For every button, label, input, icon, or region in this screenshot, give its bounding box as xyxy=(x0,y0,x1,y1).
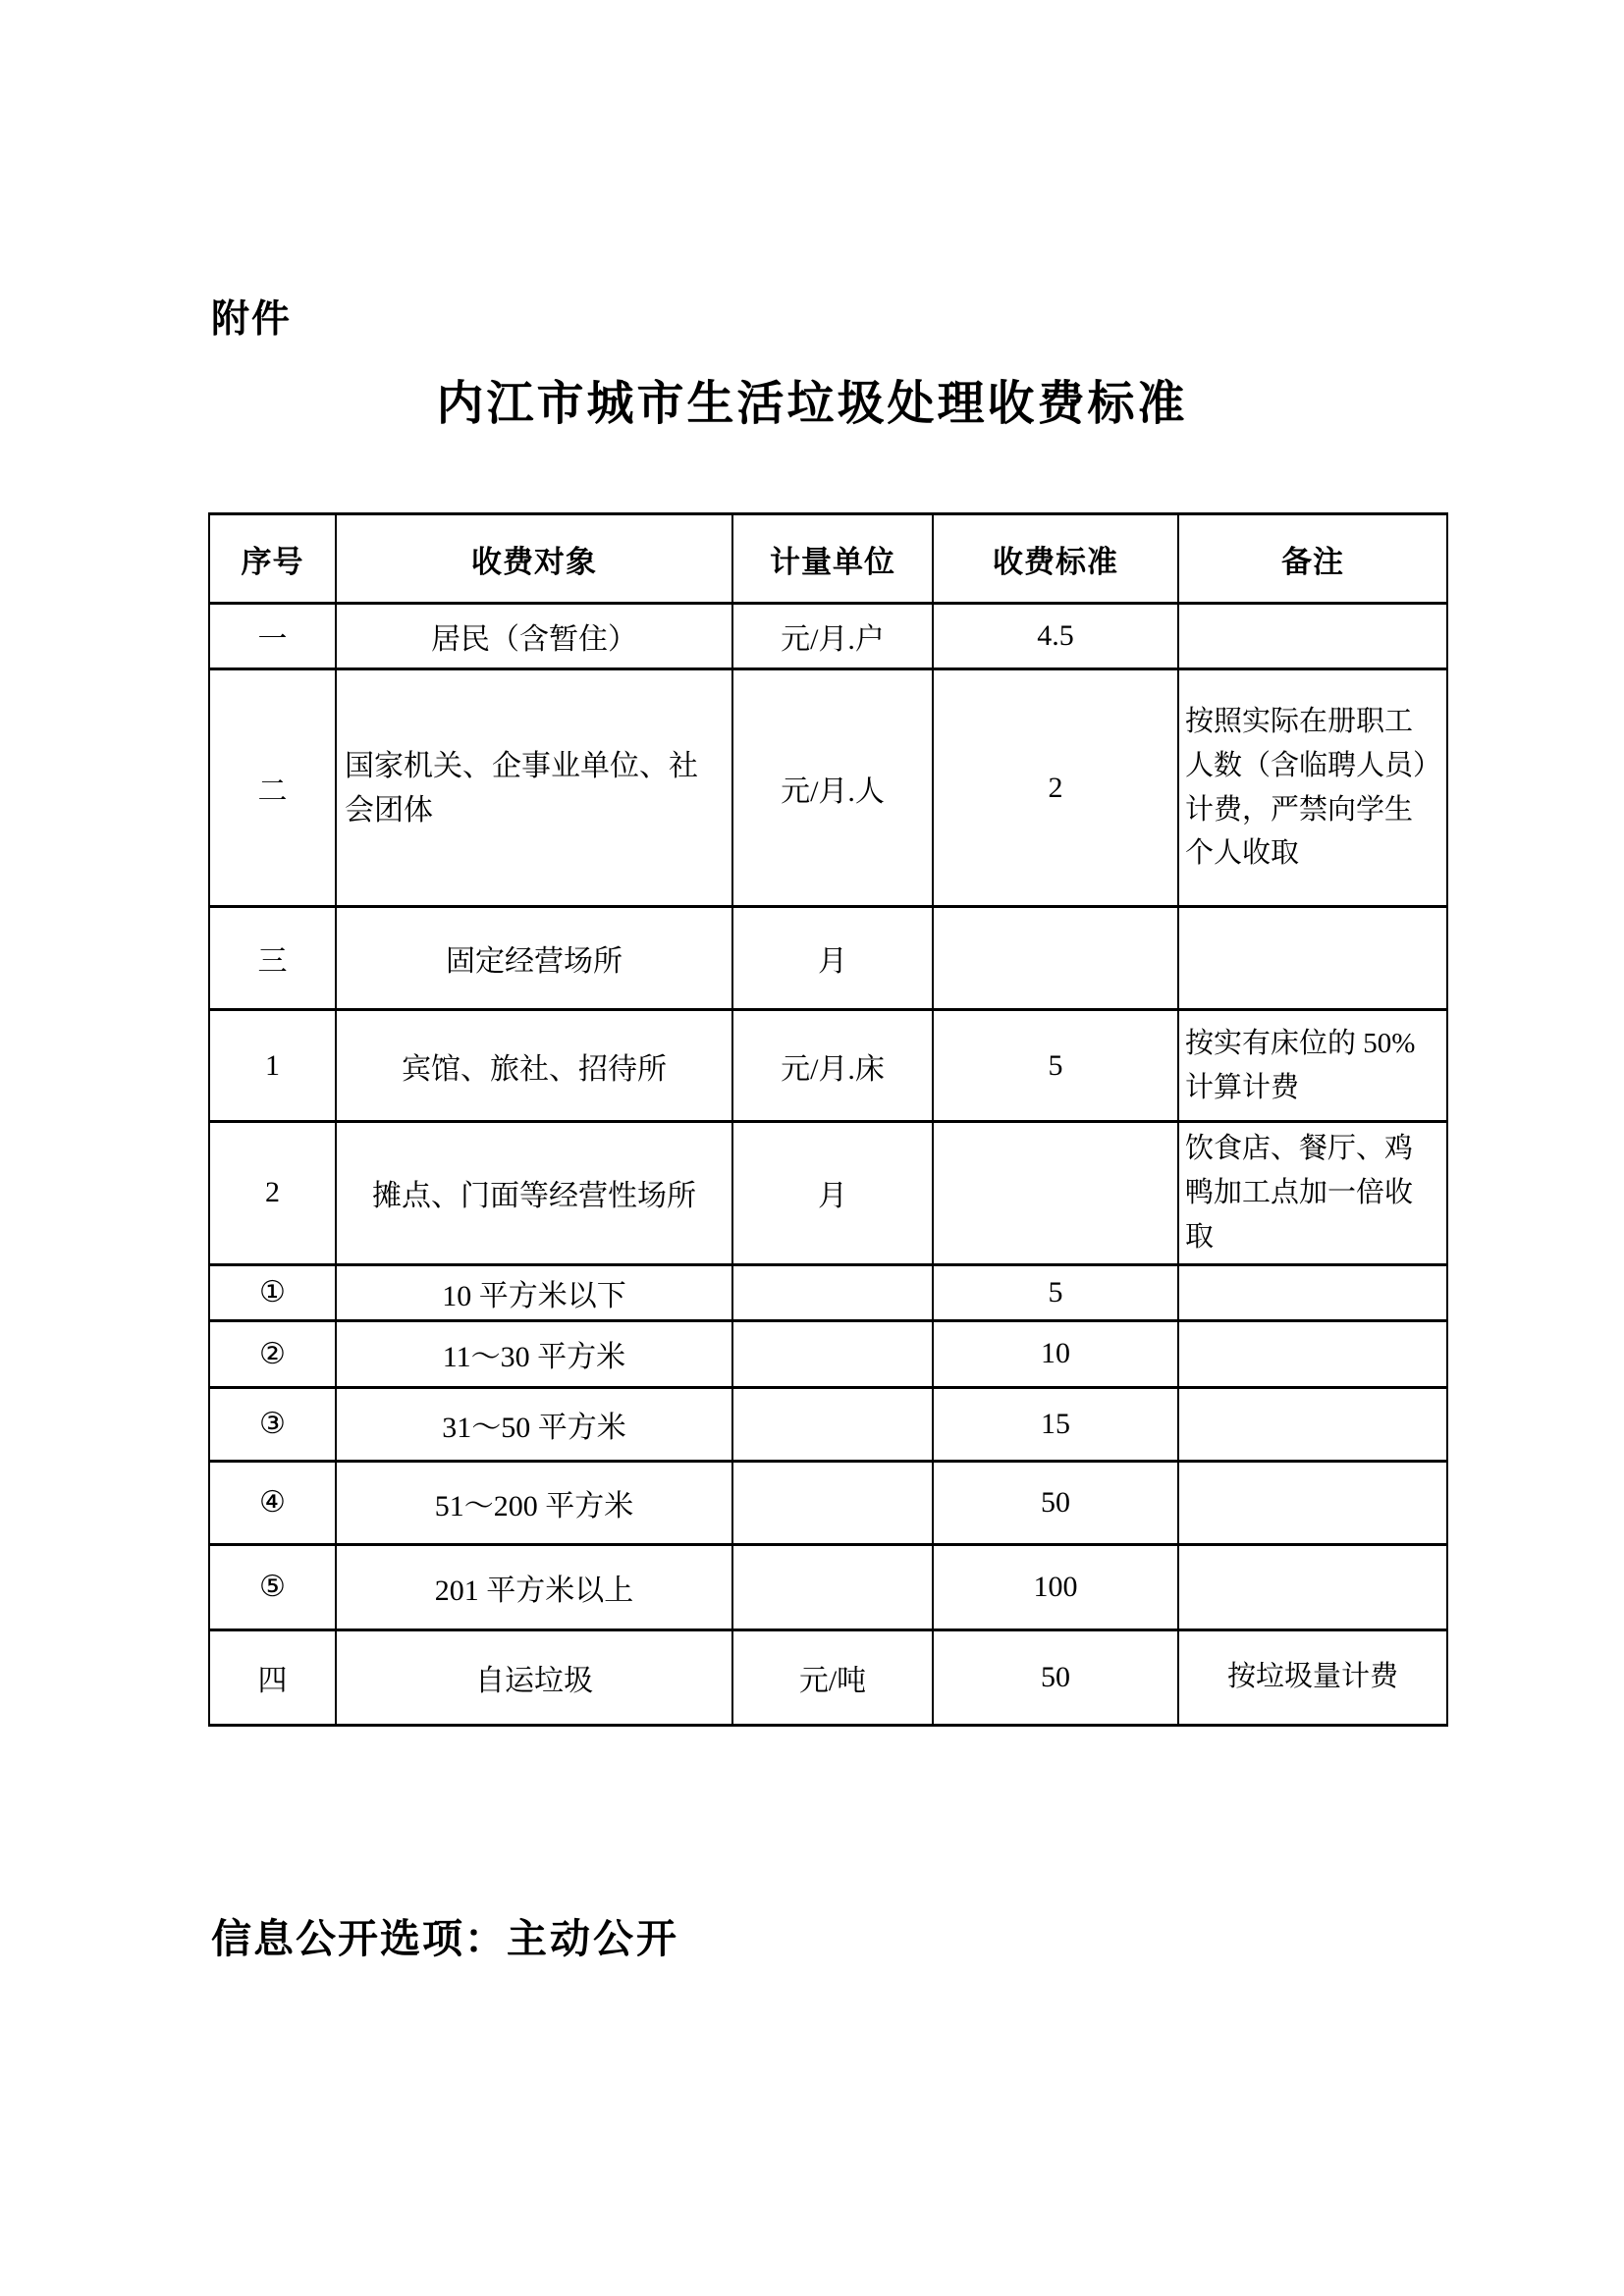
cell-remark xyxy=(1178,1544,1447,1629)
cell-fee: 5 xyxy=(933,1010,1178,1122)
cell-remark: 按照实际在册职工人数（含临聘人员）计费，严禁向学生个人收取 xyxy=(1178,669,1447,907)
fee-standard-table xyxy=(208,512,1448,1727)
cell-no: 四 xyxy=(209,1629,336,1725)
cell-fee xyxy=(933,1122,1178,1265)
cell-no: 2 xyxy=(209,1122,336,1265)
cell-remark xyxy=(1178,604,1447,669)
header-unit: 计量单位 xyxy=(732,514,933,604)
cell-no: ④ xyxy=(209,1461,336,1544)
cell-fee xyxy=(933,907,1178,1010)
cell-unit: 元/吨 xyxy=(732,1629,933,1725)
cell-no: 三 xyxy=(209,907,336,1010)
cell-target: 居民（含暂住） xyxy=(336,604,732,669)
cell-unit xyxy=(732,1264,933,1320)
cell-remark xyxy=(1178,1264,1447,1320)
cell-remark: 按垃圾量计费 xyxy=(1178,1629,1447,1725)
cell-target: 51～200 平方米 xyxy=(336,1461,732,1544)
cell-no: 1 xyxy=(209,1010,336,1122)
cell-fee: 2 xyxy=(933,669,1178,907)
table-row xyxy=(209,604,1447,669)
cell-unit: 元/月.床 xyxy=(732,1010,933,1122)
document-title: 内江市城市生活垃圾处理收费标准 xyxy=(436,378,1188,430)
attachment-label: 附件 xyxy=(211,298,293,341)
cell-remark: 按实有床位的 50%计算计费 xyxy=(1178,1010,1447,1122)
cell-remark xyxy=(1178,907,1447,1010)
table-row xyxy=(209,1320,1447,1387)
table-row xyxy=(209,1387,1447,1461)
cell-fee: 4.5 xyxy=(933,604,1178,669)
table-row xyxy=(209,1629,1447,1725)
table-row xyxy=(209,1010,1447,1122)
cell-remark xyxy=(1178,1387,1447,1461)
cell-fee: 10 xyxy=(933,1320,1178,1387)
cell-unit: 月 xyxy=(732,907,933,1010)
cell-no: ① xyxy=(209,1264,336,1320)
table-row xyxy=(209,1544,1447,1629)
cell-unit xyxy=(732,1387,933,1461)
fee-table-body xyxy=(209,604,1447,1726)
header-remark: 备注 xyxy=(1178,514,1447,604)
cell-fee: 50 xyxy=(933,1629,1178,1725)
cell-no: 一 xyxy=(209,604,336,669)
cell-fee: 15 xyxy=(933,1387,1178,1461)
cell-unit: 月 xyxy=(732,1122,933,1265)
cell-remark: 饮食店、餐厅、鸡鸭加工点加一倍收取 xyxy=(1178,1122,1447,1265)
disclosure-value: 主动公开 xyxy=(507,1916,679,1961)
cell-target: 国家机关、企事业单位、社会团体 xyxy=(336,669,732,907)
cell-target: 摊点、门面等经营性场所 xyxy=(336,1122,732,1265)
cell-target: 宾馆、旅社、招待所 xyxy=(336,1010,732,1122)
cell-remark xyxy=(1178,1461,1447,1544)
cell-target: 11～30 平方米 xyxy=(336,1320,732,1387)
cell-no: ② xyxy=(209,1320,336,1387)
cell-remark xyxy=(1178,1320,1447,1387)
fee-table-header xyxy=(209,514,1447,604)
cell-unit xyxy=(732,1320,933,1387)
cell-target: 31～50 平方米 xyxy=(336,1387,732,1461)
header-fee-target: 收费对象 xyxy=(336,514,732,604)
disclosure-line xyxy=(211,1906,679,1964)
cell-target: 自运垃圾 xyxy=(336,1629,732,1725)
cell-no: ③ xyxy=(209,1387,336,1461)
cell-unit: 元/月.户 xyxy=(732,604,933,669)
table-row xyxy=(209,1461,1447,1544)
disclosure-label: 信息公开选项： xyxy=(211,1916,507,1961)
cell-fee: 100 xyxy=(933,1544,1178,1629)
cell-unit: 元/月.人 xyxy=(732,669,933,907)
header-row xyxy=(209,514,1447,604)
cell-no: ⑤ xyxy=(209,1544,336,1629)
header-fee-standard: 收费标准 xyxy=(933,514,1178,604)
cell-fee: 5 xyxy=(933,1264,1178,1320)
cell-target: 固定经营场所 xyxy=(336,907,732,1010)
cell-unit xyxy=(732,1461,933,1544)
cell-target: 201 平方米以上 xyxy=(336,1544,732,1629)
table-row xyxy=(209,1122,1447,1265)
cell-target: 10 平方米以下 xyxy=(336,1264,732,1320)
cell-no: 二 xyxy=(209,669,336,907)
cell-unit xyxy=(732,1544,933,1629)
table-row xyxy=(209,669,1447,907)
header-serial: 序号 xyxy=(209,514,336,604)
cell-fee: 50 xyxy=(933,1461,1178,1544)
table-row xyxy=(209,907,1447,1010)
table-row xyxy=(209,1264,1447,1320)
